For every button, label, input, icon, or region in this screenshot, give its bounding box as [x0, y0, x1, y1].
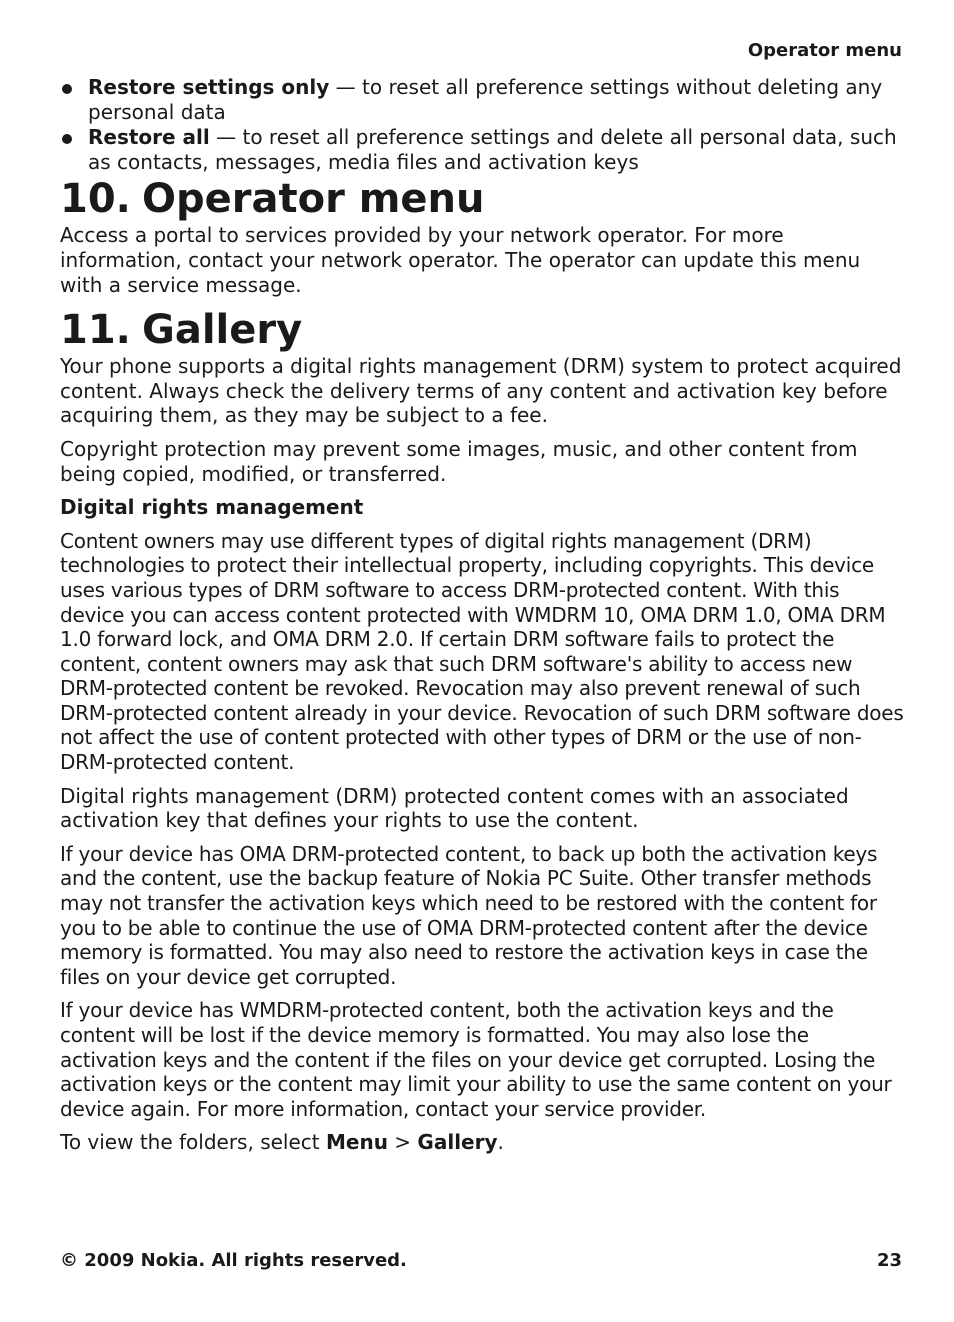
instruction-suffix: .: [497, 1130, 504, 1155]
drm-paragraph-oma-backup: If your device has OMA DRM-protected content, to back up both the activation keys and the content, use the backup feature of Nokia PC Suite. Other transfer methods may not transfer the activation keys which need to be restored with the content for you to be able to continue the use of OMA DRM-protected content after the device memory is formatted. You may also need to restore the activation keys in case the files on your device get corrupted.: [60, 841, 878, 989]
chapter-title: Gallery: [142, 307, 303, 354]
page-content: [60, 75, 905, 1164]
chapter-heading-gallery: [60, 306, 905, 354]
chapter-number: 11.: [60, 307, 131, 354]
bullet-icon: [62, 134, 72, 144]
gallery-paragraph-drm-intro: Your phone supports a digital rights management (DRM) system to protect acquired content. Always check the delivery terms of any content and activation key before acquiring them, as they may be subject to a fee.: [60, 354, 902, 428]
bullet-icon: [62, 84, 72, 94]
list-item: [60, 125, 905, 174]
option-term: Restore all: [88, 125, 210, 150]
menu-path-separator: >: [387, 1130, 418, 1155]
gallery-paragraph-copyright: Copyright protection may prevent some images, music, and other content from being copied, modified, or transferred.: [60, 436, 858, 486]
list-item: [60, 75, 905, 124]
drm-paragraph-wmdrm: If your device has WMDRM-protected content, both the activation keys and the content will be lost if the device memory is formatted. You may also lose the activation keys and the content if the files on your device get corrupted. Losing the activation keys or the content may limit your ability to use the same content on your device again. For more information, contact your service provider.: [60, 998, 892, 1121]
option-description: — to reset all preference settings and delete all personal data, such as contacts, messages, media files and activation keys: [88, 125, 897, 174]
restore-options-list: [60, 75, 905, 174]
chapter-number: 10.: [60, 176, 131, 223]
menu-path-gallery: Gallery: [417, 1130, 498, 1155]
chapter-heading-operator-menu: [60, 175, 905, 223]
drm-paragraph-technologies: Content owners may use different types of digital rights management (DRM) technologies to protect their intellectual property, including copyrights. This device uses various types of DRM software to access DRM-protected content. With this device you can access content protected with WMDRM 10, OMA DRM 1.0, OMA DRM 1.0 forward lock, and OMA DRM 2.0. If certain DRM software fails to protect the content, content owners may ask that such DRM software's ability to access new DRM-protected content be revoked. Revocation may also prevent renewal of such DRM-protected content already in your device. Revocation of such DRM software does not affect the use of content protected with other types of DRM or the use of non-DRM-protected content.: [60, 528, 904, 775]
operator-menu-paragraph: Access a portal to services provided by your network operator. For more information, contact your network operator. The operator can update this menu with a service message.: [60, 223, 861, 297]
view-folders-instruction: [60, 1130, 905, 1155]
subheading-drm: Digital rights management: [60, 495, 364, 520]
option-term: Restore settings only: [88, 75, 330, 99]
copyright-notice: © 2009 Nokia. All rights reserved.: [60, 1250, 407, 1271]
page-number: 23: [876, 1250, 902, 1271]
drm-paragraph-activation-key: Digital rights management (DRM) protected content comes with an associated activation key that defines your rights to use the content.: [60, 783, 849, 833]
option-description: — to reset all preference settings without deleting any personal data: [88, 75, 883, 124]
menu-path-menu: Menu: [325, 1130, 388, 1155]
chapter-title: Operator menu: [142, 176, 485, 223]
instruction-prefix: To view the folders, select: [60, 1130, 326, 1155]
running-header: Operator menu: [747, 40, 902, 61]
